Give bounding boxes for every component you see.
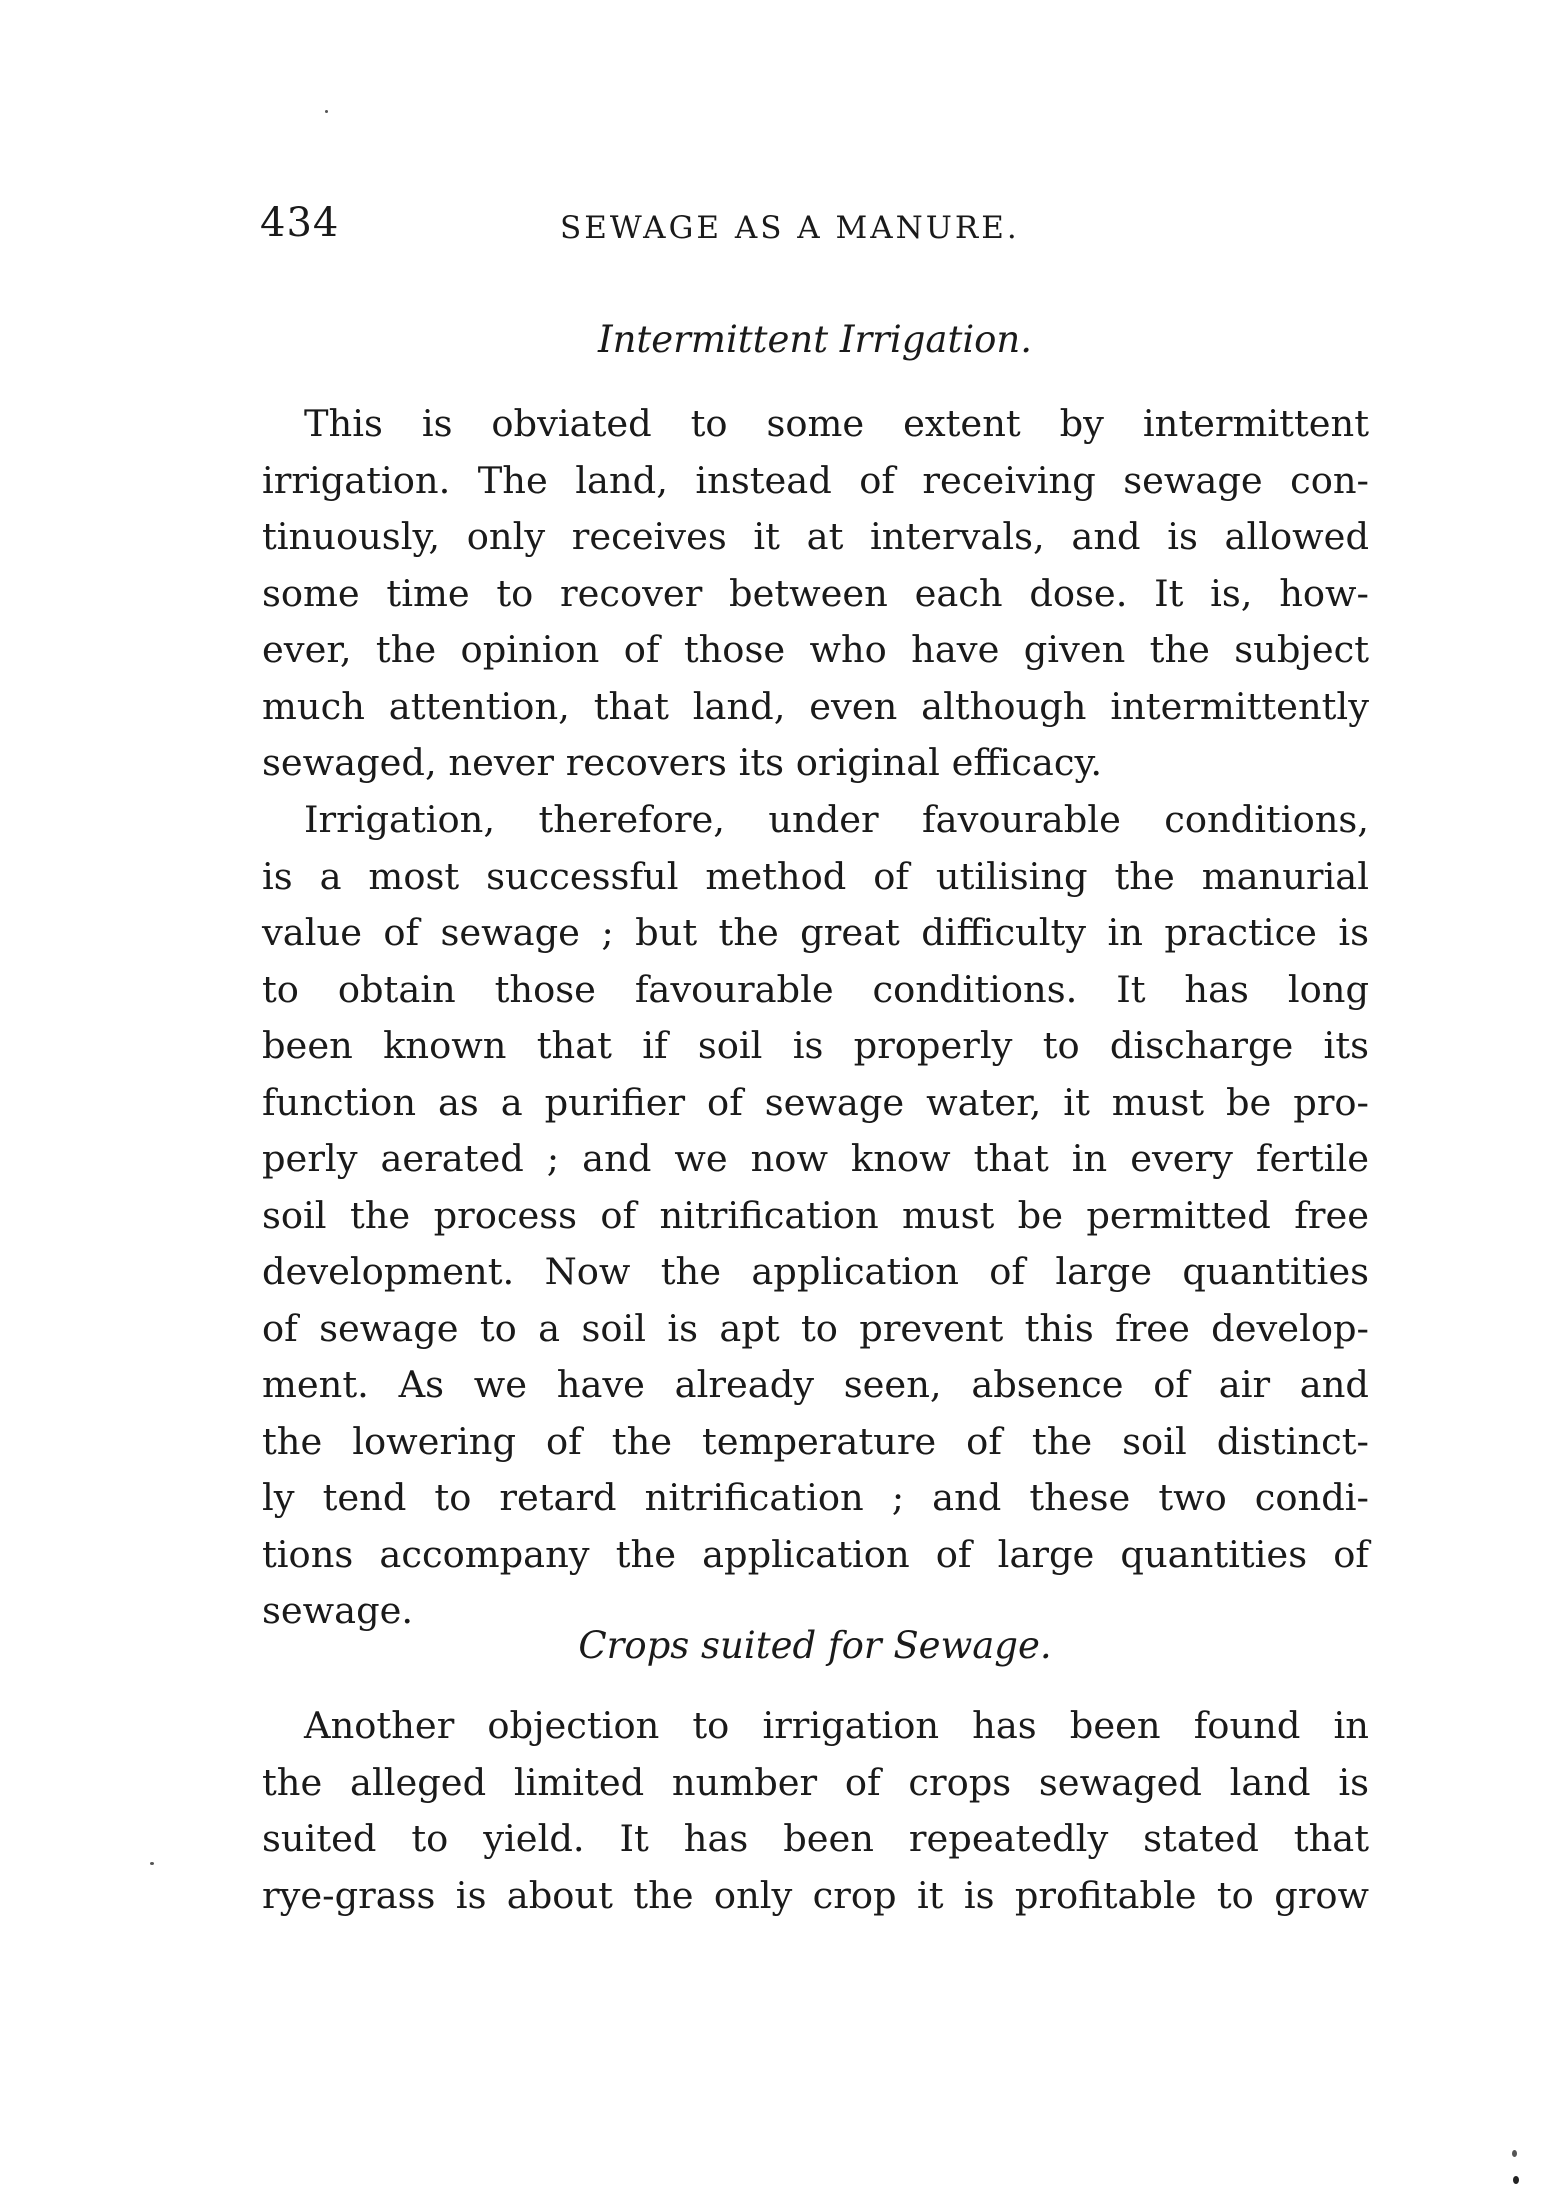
text-line: is a most successful method of utilising the manurial	[262, 854, 1369, 898]
scan-speck	[1512, 2150, 1517, 2157]
section-heading: Intermittent Irrigation.	[597, 318, 1033, 361]
text-line: This is obviated to some extent by intermittent	[304, 402, 1369, 445]
text-line: ever, the opinion of those who have given the subject	[262, 628, 1369, 671]
text-line: soil the process of nitrification must be permitted free	[262, 1193, 1369, 1237]
text-line: tions accompany the application of large quantities of	[262, 1532, 1369, 1576]
text-line: the lowering of the temperature of the soil distinct-	[262, 1419, 1369, 1463]
text-line: sewage.	[262, 1589, 414, 1632]
text-line: tinuously, only receives it at intervals, and is allowed	[262, 515, 1369, 558]
text-line: the alleged limited number of crops sewaged land is	[262, 1760, 1369, 1804]
text-line: development. Now the application of large quantities	[262, 1250, 1369, 1293]
text-line: sewaged, never recovers its original efficacy.	[262, 741, 1103, 784]
section-heading: Crops suited for Sewage.	[578, 1624, 1052, 1667]
text-line: Irrigation, therefore, under favourable conditions,	[304, 798, 1369, 841]
paragraph	[262, 792, 1369, 1640]
text-line: perly aerated ; and we now know that in every fertile	[262, 1137, 1369, 1180]
text-line: rye-grass is about the only crop it is profitable to grow	[262, 1873, 1369, 1917]
text-line: been known that if soil is properly to discharge its	[262, 1024, 1369, 1067]
paragraph	[262, 1698, 1369, 1924]
text-line: of sewage to a soil is apt to prevent this free develop-	[262, 1306, 1369, 1350]
page-number: 434	[260, 200, 340, 246]
scan-speck	[1513, 2176, 1519, 2184]
text-line: Another objection to irrigation has been found in	[304, 1704, 1369, 1747]
running-head: SEWAGE AS A MANURE.	[560, 210, 1020, 246]
scan-speck	[150, 1862, 154, 1865]
text-line: some time to recover between each dose. It is, how-	[262, 571, 1369, 615]
text-line: irrigation. The land, instead of receiving sewage con-	[262, 458, 1369, 502]
text-line: ly tend to retard nitrification ; and these two condi-	[262, 1476, 1369, 1519]
text-line: ment. As we have already seen, absence of air and	[262, 1363, 1369, 1406]
text-line: value of sewage ; but the great difficulty in practice is	[262, 911, 1369, 954]
text-line: to obtain those favourable conditions. It has long	[262, 967, 1369, 1011]
page-header	[260, 200, 1370, 260]
text-line: suited to yield. It has been repeatedly stated that	[262, 1817, 1369, 1860]
scan-speck	[325, 110, 328, 113]
text-line: function as a purifier of sewage water, it must be pro-	[262, 1080, 1369, 1124]
paragraph	[262, 396, 1369, 792]
text-line: much attention, that land, even although intermittently	[262, 684, 1369, 728]
